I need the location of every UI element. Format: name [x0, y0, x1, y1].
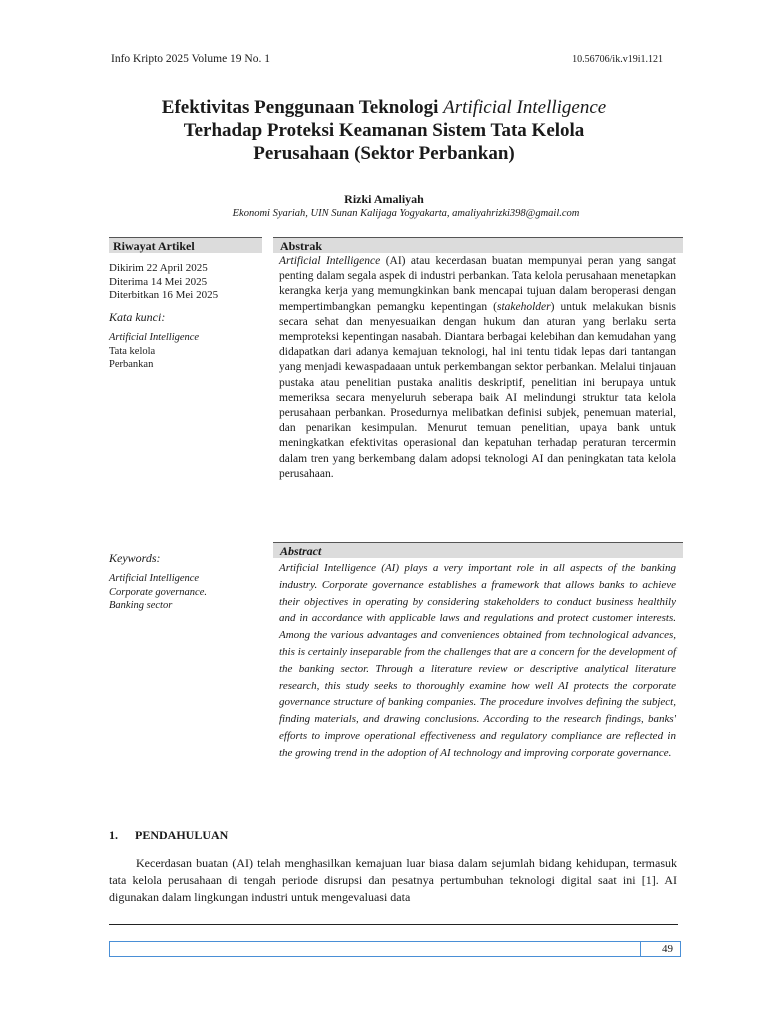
kata-kunci-item: Perbankan: [109, 359, 154, 370]
title-line2: Terhadap Proteksi Keamanan Sistem Tata Kelola: [183, 120, 585, 141]
abstrak-part1: (AI) atau kecerdasan buatan mempunyai peran yang sangat penting dalam segala aspek di industri perbankan. Tata kelola perusahaan menetapkan kerangka kerja yang memungkinkan bank mencapai tujuan dalam beroperasi dengan mempertimbangkan pemangku kepentingan (: [279, 255, 676, 313]
abstrak-italic-term-2: stakeholder: [496, 300, 551, 313]
history-heading: Riwayat Artikel: [109, 237, 262, 253]
abstract-heading: Abstract: [273, 542, 683, 558]
section-number: 1.: [109, 828, 118, 842]
kata-kunci-list: [109, 331, 199, 372]
author-name: Rizki Amaliyah: [344, 192, 424, 206]
kata-kunci-label: Kata kunci:: [109, 310, 166, 324]
page-number: 49: [640, 942, 680, 956]
footer-rule: [109, 924, 678, 925]
doi-header: 10.56706/ik.v19i1.121: [572, 54, 663, 65]
accepted-date: Diterima 14 Mei 2025: [109, 275, 208, 288]
keyword-item: Artificial Intelligence: [109, 573, 200, 584]
journal-header: Info Kripto 2025 Volume 19 No. 1: [111, 53, 270, 65]
published-date: Diterbitkan 16 Mei 2025: [109, 289, 219, 301]
keywords-label: Keywords:: [109, 551, 161, 565]
intro-paragraph: Kecerdasan buatan (AI) telah menghasilkan kemajuan luar biasa dalam sejumlah bidang kehidupan, termasuk tata kelola perusahaan di tengah periode disrupsi dan pesatnya pertumbuhan teknologi digital saat ini [1]. AI digunakan dalam lingkungan industri untuk mengevaluasi data: [109, 856, 677, 904]
title-line3: Perusahaan (Sektor Perbankan): [253, 143, 515, 164]
paper-title: [100, 96, 668, 165]
abstrak-italic-term: Artificial Intelligence: [279, 255, 381, 267]
title-line1-italic: Artificial Intelligence: [443, 97, 607, 118]
page-footer: [109, 941, 681, 957]
abstrak-heading: Abstrak: [273, 237, 683, 253]
kata-kunci-item: Artificial Intelligence: [109, 332, 200, 343]
keyword-item: Corporate governance.: [109, 586, 207, 598]
keyword-item: Banking sector: [109, 600, 173, 611]
section-title: PENDAHULUAN: [135, 828, 229, 842]
submitted-date: Dikirim 22 April 2025: [109, 262, 208, 274]
abstrak-part2: ) untuk melakukan bisnis secara sehat dan menyesuaikan dengan hukum dan aturan yang berlaku serta memproteksi kepentingan nasabah. Diantara berbagai kelebihan dan kemudahan yang didapatkan dari adanya kemajuan teknologi, hal ini tentu tidak lepas dari tantangan yang menjadi kewaspadaaan untuk perkembangan sektor perbankan. Melalui tinjauan pustaka atau penelitian pustaka analitis deskriptif, penelitian ini berupaya untuk memeriksa secara menyeluruh seberapa baik AI melindungi struktur tata kelola perusahaan perbankan. Prosedurnya melibatkan definisi subjek, penemuan material, dan penarikan kesimpulan. Menurut temuan penelitian, upaya bank untuk meningkatkan efektivitas operasional dan kepatuhan terhadap peraturan tercermin dalam tren yang berkembang dalam adopsi teknologi AI dan peningkatan tata kelola perusahaan.: [279, 300, 676, 480]
title-line1-prefix: Efektivitas Penggunaan Teknologi: [161, 97, 444, 118]
author-affiliation: Ekonomi Syariah, UIN Sunan Kalijaga Yogyakarta, amaliyahrizki398@gmail.com: [232, 208, 580, 219]
article-history: [109, 262, 218, 303]
abstrak-text: [279, 254, 676, 482]
section-heading: [109, 828, 228, 843]
keywords-list: [109, 572, 207, 613]
kata-kunci-item: Tata kelola: [109, 345, 156, 357]
abstract-text: Artificial Intelligence (AI) plays a very important role in all aspects of the banking industry. Corporate governance establishes a framework that allows banks to achieve their objectives in operating by considering stakeholders to conduct business healthily and in accordance with applicable laws and regulations and protect customer interests. Among the various advantages and conveniences obtained from technological advances, this is certainly inseparable from the challenges that are a concern for the development of the banking sector. Through a literature review or descriptive analytical literature research, this study seeks to thoroughly examine how well AI protects the corporate governance structure of banking companies. The procedure involves defining the subject, finding materials, and drawing conclusions. According to the research findings, banks' efforts to improve operational effectiveness and regulatory compliance are reflected in the growing trend in the adoption of AI technology and improving corporate governance.: [279, 562, 676, 759]
